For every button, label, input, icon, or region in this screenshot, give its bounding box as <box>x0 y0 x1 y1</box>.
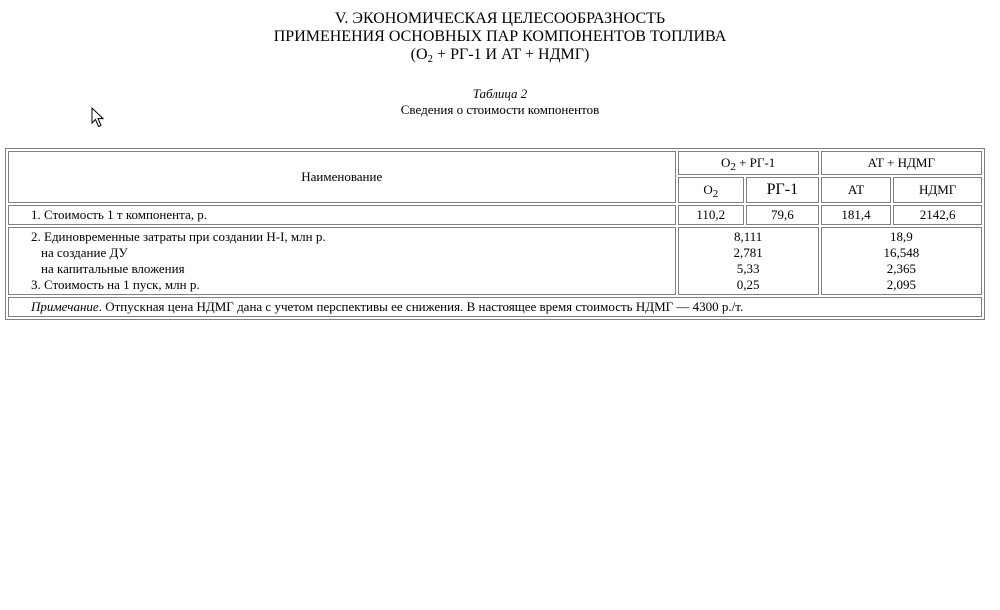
table-note <box>8 297 982 317</box>
row2-group1-values <box>678 227 819 295</box>
row2-label-2: на создание ДУ <box>41 245 128 260</box>
row2-group2-values <box>821 227 982 295</box>
row2-labels <box>8 227 676 295</box>
row2-label-3: на капитальные вложения <box>41 261 185 276</box>
row1-ndmg: 2142,6 <box>893 205 982 225</box>
header-ndmg: НДМГ <box>893 177 982 203</box>
row2-group1-value-4: 0,25 <box>736 277 760 292</box>
header-rg1: РГ-1 <box>746 177 819 203</box>
table-row <box>8 227 982 295</box>
row2-group2-value-3: 2,365 <box>886 261 916 276</box>
table-number: Таблица 2 <box>472 86 528 101</box>
row1-rg1: 79,6 <box>746 205 819 225</box>
row2-label-4: 3. Стоимость на 1 пуск, млн р. <box>31 277 200 292</box>
header-o2 <box>678 177 745 203</box>
row2-group1-value-1: 8,111 <box>733 229 763 244</box>
cost-table <box>5 148 985 320</box>
header-name: Наименование <box>8 151 676 203</box>
mouse-pointer-icon <box>91 107 105 129</box>
heading-line-3-suffix: + РГ-1 И АТ + НДМГ) <box>433 46 590 63</box>
table-row <box>8 205 982 225</box>
note-text: . Отпускная цена НДМГ дана с учетом перспективы ее снижения. В настоящее время стоимость НДМГ — 4300 р./т. <box>98 299 744 314</box>
header-at: АТ <box>821 177 892 203</box>
row2-group2-value-1: 18,9 <box>889 229 913 244</box>
table-header-row <box>8 151 982 175</box>
row2-group2-value-2: 16,548 <box>883 245 920 260</box>
row1-at: 181,4 <box>821 205 892 225</box>
row1-o2: 110,2 <box>678 205 745 225</box>
heading-line-3-prefix: (O <box>410 46 428 63</box>
document-heading <box>0 10 1000 64</box>
row2-group2-value-4: 2,095 <box>886 277 916 292</box>
row2-label-1: 2. Единовременные затраты при создании Н-I, млн р. <box>31 229 326 244</box>
header-group-o2-rg1 <box>678 151 819 175</box>
heading-line-3-subscript: 2 <box>427 53 434 65</box>
header-o2-prefix: O <box>703 181 713 197</box>
header-o2-subscript: 2 <box>712 187 719 200</box>
note-label: Примечание <box>31 299 99 314</box>
row2-group1-value-2: 2,781 <box>733 245 763 260</box>
header-group-o2-rg1-subscript: 2 <box>730 160 736 173</box>
heading-line-1: V. ЭКОНОМИЧЕСКАЯ ЦЕЛЕСООБРАЗНОСТЬ <box>334 10 666 27</box>
heading-line-3 <box>0 46 1000 64</box>
table-title: Сведения о стоимости компонентов <box>400 102 600 117</box>
heading-line-2: ПРИМЕНЕНИЯ ОСНОВНЫХ ПАР КОМПОНЕНТОВ ТОПЛИВА <box>273 28 727 45</box>
row2-group1-value-3: 5,33 <box>736 261 760 276</box>
table-caption <box>0 86 1000 118</box>
header-group-at-ndmg: АТ + НДМГ <box>821 151 982 175</box>
header-group-o2-rg1-suffix: + РГ-1 <box>735 154 776 170</box>
table-note-row <box>8 297 982 317</box>
header-group-o2-rg1-prefix: O <box>720 154 731 170</box>
row1-label: 1. Стоимость 1 т компонента, р. <box>8 205 676 225</box>
